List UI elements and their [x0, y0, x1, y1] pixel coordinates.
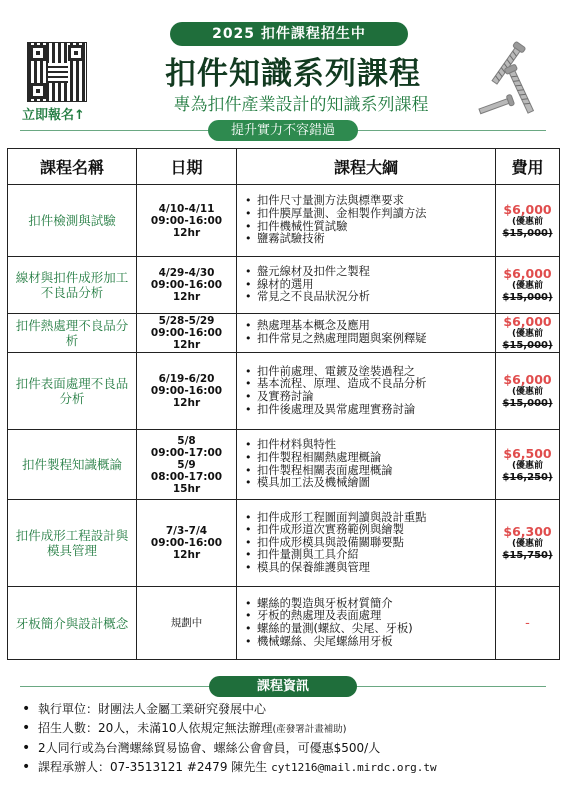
fee-price: $6,000 [503, 372, 552, 387]
table-header-row [8, 149, 560, 185]
outline-item: • 鹽霧試驗技術 [245, 233, 491, 246]
course-row [8, 500, 560, 587]
course-row [8, 257, 560, 314]
outline-item: • 扣件前處理、電鍍及塗裝過程之 [245, 366, 491, 379]
page-title: 扣件知識系列課程 [165, 56, 421, 92]
course-date: 7/3-7/4 09:00-16:00 12hr [137, 500, 237, 587]
course-outline [237, 353, 496, 430]
outline-list [245, 266, 491, 304]
info-item-enrollment-note: (產發署計畫補助) [272, 724, 347, 735]
outline-item: • 扣件成形道次實務範例與繪製 [245, 524, 491, 537]
course-outline [237, 314, 496, 353]
course-date: 5/28-5/29 09:00-16:00 12hr [137, 314, 237, 353]
course-fee [496, 353, 560, 430]
signup-label[interactable]: 立即報名↑ [22, 108, 85, 123]
fee-original-price: $15,000) [502, 292, 553, 303]
course-row [8, 587, 560, 660]
fee-original-price: $16,250) [502, 471, 553, 483]
outline-item: • 牙板的熱處理及表面處理 [245, 610, 491, 623]
outline-item: • 螺絲的量測(螺紋、尖尾、牙板) [245, 623, 491, 636]
outline-item: • 扣件材料與特性 [245, 439, 491, 452]
fee-price: $6,500 [503, 445, 552, 461]
course-date: 規劃中 [137, 587, 237, 660]
outline-item: • 基本流程、原理、造成不良品分析 [245, 378, 491, 391]
qr-finder-top-right [68, 45, 84, 61]
outline-item: • 模具的保養維護與管理 [245, 562, 491, 575]
outline-item: • 及實務討論 [245, 391, 491, 404]
outline-list [245, 195, 491, 245]
course-fee [496, 257, 560, 314]
fee-original-price: $15,000) [502, 227, 553, 239]
outline-list [245, 512, 491, 575]
outline-list [245, 598, 491, 648]
course-name: 扣件熱處理不良品分析 [8, 314, 137, 353]
outline-item: • 扣件膜厚量測、金相製作判讀方法 [245, 208, 491, 221]
fee-note: (優惠前 [511, 460, 544, 471]
header-outline: 課程大綱 [237, 149, 496, 185]
outline-item: • 扣件製程相關熱處理概論 [245, 452, 491, 465]
course-row [8, 430, 560, 500]
fee-original-price: $15,000) [502, 340, 553, 351]
fee-note: (優惠前 [511, 329, 544, 339]
course-row [8, 353, 560, 430]
outline-item: • 常見之不良品狀況分析 [245, 291, 491, 304]
header-fee: 費用 [496, 149, 560, 185]
course-name: 扣件製程知識概論 [8, 430, 137, 500]
course-fee [496, 185, 560, 257]
fee-price: $6,300 [503, 524, 552, 539]
fee-price: - [525, 615, 530, 631]
course-name: 扣件表面處理不良品分析 [8, 353, 137, 430]
outline-item: • 熱處理基本概念及應用 [245, 320, 491, 333]
course-date: 5/8 09:00-17:00 5/9 08:00-17:00 15hr [137, 430, 237, 500]
header-course-name: 課程名稱 [8, 149, 137, 185]
fee-note: (優惠前 [511, 387, 544, 397]
page-subtitle: 專為扣件產業設計的知識系列課程 [173, 95, 429, 115]
outline-item: • 扣件成形工程圖面判讀與設計重點 [245, 512, 491, 525]
info-item-organizer: • 執行單位：財團法人金屬工業研究發展中心 [22, 700, 552, 719]
fee-price: $6,000 [503, 266, 552, 281]
outline-item: • 扣件量測與工具介紹 [245, 549, 491, 562]
qr-code-icon[interactable] [27, 42, 87, 102]
course-outline [237, 257, 496, 314]
course-outline [237, 430, 496, 500]
course-date: 4/10-4/11 09:00-16:00 12hr [137, 185, 237, 257]
outline-item: • 機械螺絲、尖尾螺絲用牙板 [245, 636, 491, 649]
course-fee [496, 587, 560, 660]
course-outline [237, 185, 496, 257]
outline-item: • 線材的選用 [245, 279, 491, 292]
course-name: 牙板簡介與設計概念 [8, 587, 137, 660]
course-row [8, 185, 560, 257]
course-fee [496, 500, 560, 587]
info-list [22, 700, 552, 777]
course-row [8, 314, 560, 353]
outline-item: • 扣件後處理及異常處理實務討論 [245, 404, 491, 417]
outline-item: • 扣件製程相關表面處理概論 [245, 465, 491, 478]
fee-original-price: $15,750) [502, 550, 553, 561]
course-date: 4/29-4/30 09:00-16:00 12hr [137, 257, 237, 314]
course-table [7, 148, 560, 660]
course-fee [496, 314, 560, 353]
outline-item: • 扣件成形模具與設備關聯要點 [245, 537, 491, 550]
outline-item: • 扣件機械性質試驗 [245, 221, 491, 234]
top-banner: 2025 扣件課程招生中 [170, 22, 408, 46]
promo-badge: 提升實力不容錯過 [208, 120, 358, 141]
outline-item: • 盤元線材及扣件之製程 [245, 266, 491, 279]
course-name: 扣件檢測與試驗 [8, 185, 137, 257]
course-name: 扣件成形工程設計與模具管理 [8, 500, 137, 587]
info-item-discount: • 2人同行或為台灣螺絲貿易協會、螺絲公會會員，可優惠$500/人 [22, 739, 552, 758]
outline-list [245, 320, 491, 345]
header [0, 0, 566, 148]
info-heading: 課程資訊 [209, 676, 357, 697]
screws-illustration [476, 36, 546, 128]
course-date: 6/19-6/20 09:00-16:00 12hr [137, 353, 237, 430]
header-date: 日期 [137, 149, 237, 185]
info-item-enrollment: • 招生人數：20人，未滿10人依規定無法辦理(產發署計畫補助) [22, 719, 552, 739]
qr-pattern [48, 63, 68, 83]
contact-email-link[interactable]: cyt1216@mail.mirdc.org.tw [271, 761, 437, 774]
qr-finder-bottom-left [30, 83, 46, 99]
outline-item: • 螺絲的製造與牙板材質簡介 [245, 598, 491, 611]
course-outline [237, 587, 496, 660]
outline-list [245, 439, 491, 489]
info-item-contact: • 課程承辦人：07-3513121 #2479 陳先生 cyt1216@mail.mirdc.org.tw [22, 758, 552, 777]
fee-note: (優惠前 [511, 216, 544, 227]
course-fee [496, 430, 560, 500]
qr-finder-top-left [30, 45, 46, 61]
fee-note: (優惠前 [511, 281, 544, 291]
fee-price: $6,000 [503, 201, 552, 217]
outline-item: • 模具加工法及機械繪圖 [245, 477, 491, 490]
outline-item: • 扣件常見之熱處理問題與案例釋疑 [245, 333, 491, 346]
fee-price: $6,000 [503, 314, 552, 329]
course-outline [237, 500, 496, 587]
outline-list [245, 366, 491, 416]
course-name: 線材與扣件成形加工不良品分析 [8, 257, 137, 314]
fee-note: (優惠前 [511, 539, 544, 549]
outline-item: • 扣件尺寸量測方法與標準要求 [245, 195, 491, 208]
fee-original-price: $15,000) [502, 398, 553, 409]
